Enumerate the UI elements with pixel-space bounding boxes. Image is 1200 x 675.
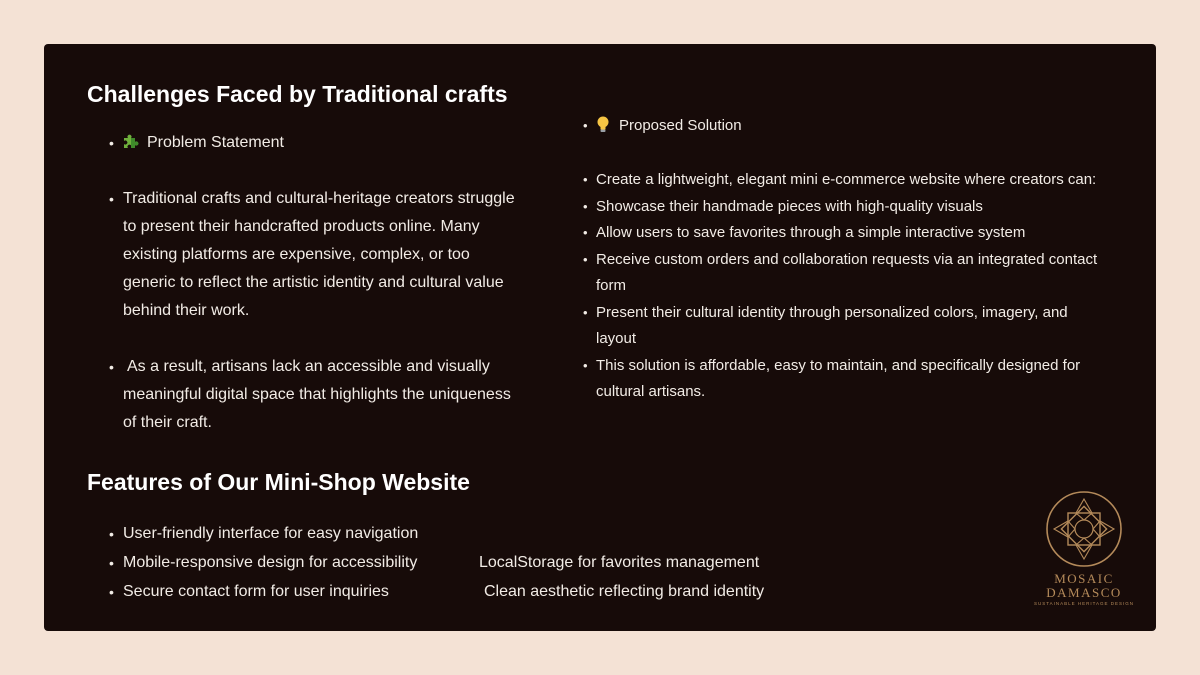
solution-item-4: • Receive custom orders and collaboration requests via an integrated contact form: [583, 250, 1098, 294]
slide-panel: [44, 44, 1156, 631]
lightbulb-icon: [596, 116, 610, 133]
problem-paragraph-1: • Traditional crafts and cultural-heritage creators struggle to present their handcrafted products online. Many existing platforms are expensive, complex, or too generic to reflect the artistic identity and cultural value behind their work.: [109, 190, 515, 319]
solution-item-6: • This solution is affordable, easy to maintain, and specifically designed for cultural artisans.: [583, 356, 1081, 400]
challenges-heading: Challenges Faced by Traditional crafts: [87, 81, 508, 107]
feature-item: • User-friendly interface for easy navigation: [109, 525, 419, 542]
puzzle-icon: [123, 133, 139, 149]
solution-item-1: • Create a lightweight, elegant mini e-commerce website where creators can:: [583, 171, 1097, 188]
features-heading: Features of Our Mini-Shop Website: [87, 469, 470, 495]
feature-item-right: Clean aesthetic reflecting brand identity: [484, 583, 765, 600]
solution-item-3: • Allow users to save favorites through a simple interactive system: [583, 224, 1026, 241]
problem-paragraph-2: • As a result, artisans lack an accessible and visually meaningful digital space that highlights the uniqueness of their craft.: [109, 358, 511, 431]
rosette-emblem-icon: [1044, 489, 1124, 569]
solution-item-2: • Showcase their handmade pieces with high-quality visuals: [583, 197, 983, 215]
problem-statement-label: • Problem Statement: [109, 134, 284, 151]
feature-item-right: LocalStorage for favorites management: [479, 554, 760, 571]
logo-tagline: SUSTAINABLE HERITAGE DESIGN: [1033, 601, 1135, 606]
proposed-solution-label: • Proposed Solution: [583, 117, 742, 134]
mosaic-damasco-logo: [1033, 489, 1135, 609]
logo-line2: DAMASCO: [1046, 585, 1122, 600]
feature-item: • Secure contact form for user inquiries: [109, 583, 389, 600]
feature-item: • Mobile-responsive design for accessibility: [109, 554, 418, 571]
logo-line1: MOSAIC: [1054, 571, 1114, 586]
solution-item-5: • Present their cultural identity through personalized colors, imagery, and layout: [583, 303, 1068, 347]
